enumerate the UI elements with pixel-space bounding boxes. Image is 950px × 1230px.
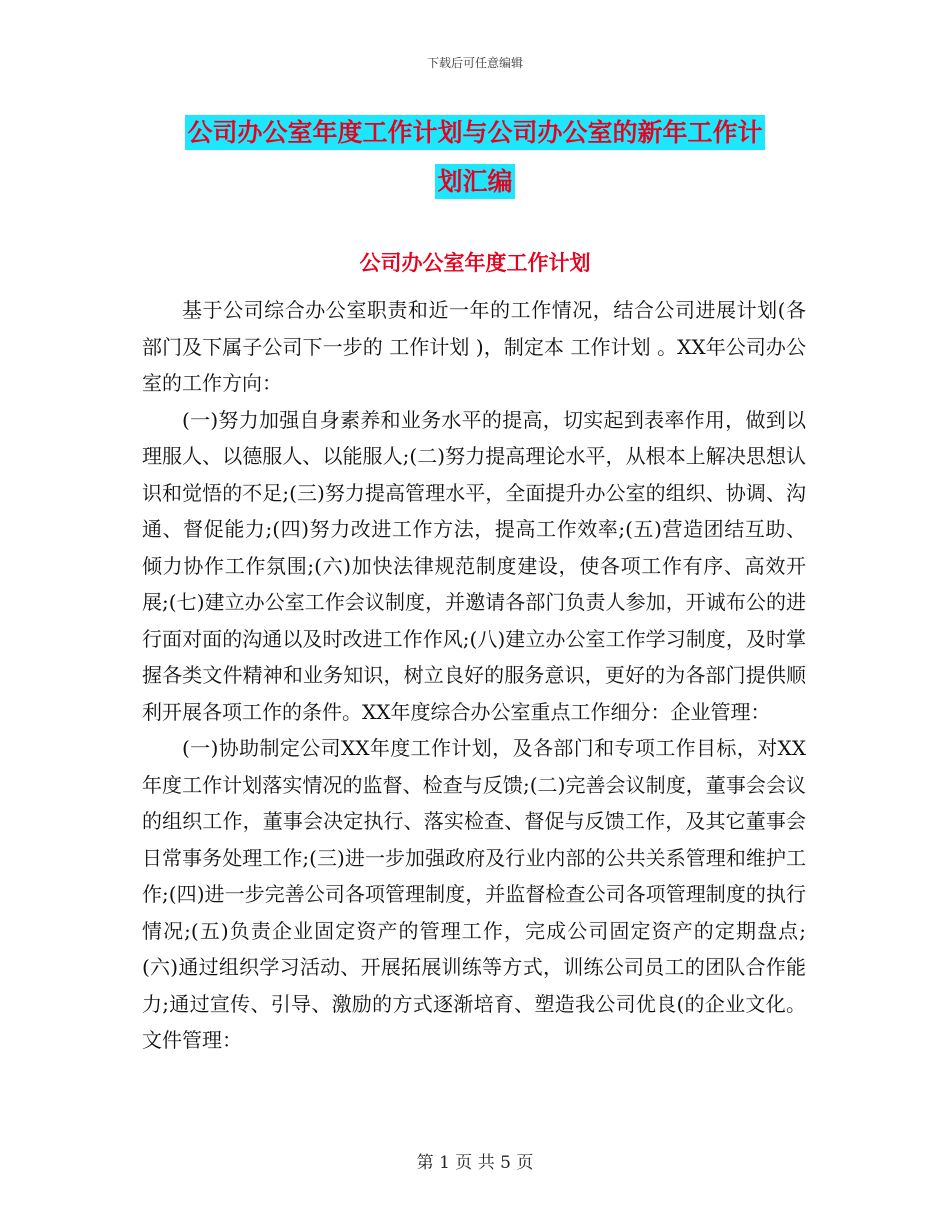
document-title-line-2: 划汇编 — [435, 164, 514, 199]
paragraph-directions: (一)努力加强自身素养和业务水平的提高，切实起到表率作用，做到以理服人、以德服人、以能服人;(二)努力提高理论水平，从根本上解决思想认识和觉悟的不足;(三)努力提高管理水平，全面提升办公室的组织、协调、沟通、督促能力;(四)努力改进工作方法，提高工作效率;(五)营造团结互助、倾力协作工作氛围;(六)加快法律规范制度建设，使各项工作有序、高效开展;(七)建立办公室工作会议制度，并邀请各部门负责人参加，开诚布公的进行面对面的沟通以及时改进工作作风;(八)建立办公室工作学习制度，及时掌握各类文件精神和业务知识，树立良好的服务意识，更好的为各部门提供顺利开展各项工作的条件。XX年度综合办公室重点工作细分：企业管理： — [142, 407, 806, 724]
paragraph-intro: 基于公司综合办公室职责和近一年的工作情况，结合公司进展计划(各部门及下属子公司下一步的 工作计划 )，制定本 工作计划 。XX年公司办公室的工作方向： — [142, 298, 806, 395]
page-number-footer: 第 1 页 共 5 页 — [416, 1153, 534, 1173]
paragraph-enterprise-management: (一)协助制定公司XX年度工作计划，及各部门和专项工作目标，对XX年度工作计划落实情况的监督、检查与反馈;(二)完善会议制度，董事会会议的组织工作，董事会决定执行、落实检查、督促与反馈工作，及其它董事会日常事务处理工作;(三)进一步加强政府及行业内部的公共关系管理和维护工作;(四)进一步完善公司各项管理制度，并监督检查公司各项管理制度的执行情况;(五)负责企业固定资产的管理工作，完成公司固定资产的定期盘点;(六)通过组织学习活动、开展拓展训练等方式，训练公司员工的团队合作能力;通过宣传、引导、激励的方式逐渐培育、塑造我公司优良(的企业文化。文件管理： — [142, 736, 806, 1052]
document-title-line-1: 公司办公室年度工作计划与公司办公室的新年工作计 — [185, 115, 764, 150]
page-header-note: 下载后可任意编辑 — [426, 56, 523, 70]
section-title: 公司办公室年度工作计划 — [359, 251, 591, 275]
document-body — [142, 292, 806, 1059]
document-title — [140, 108, 810, 206]
